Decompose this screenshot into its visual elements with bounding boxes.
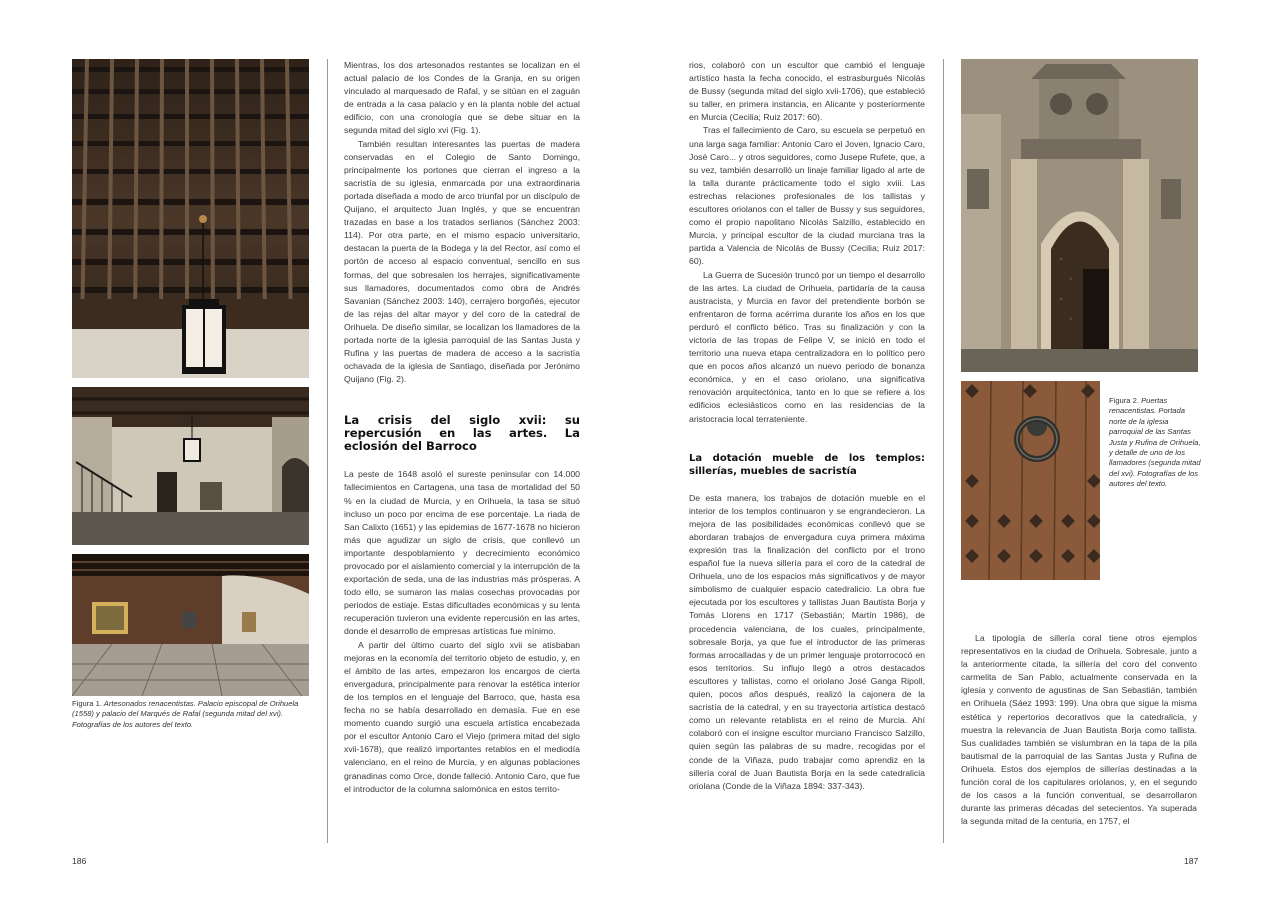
ceiling-lantern-photo <box>72 59 309 378</box>
page-number-left: 186 <box>72 856 87 866</box>
door-knocker-photo <box>961 381 1100 580</box>
paragraph: Tras el fallecimiento de Caro, su escuela se perpetuó en una larga saga familiar: Antonio Caro el Joven, Ignacio Caro, José Caro... y otros seguidores, como Jusepe Rufete, que, a su vez, también desarrolló un linaje familiar ligado al arte de la talla durante prácticamente todo el siglo xviii. Las estrechas relaciones profesionales de los tallistas y escultores oriolanos con el taller de Bussy y sus seguidores, como el propio napolitano Nicolás Salzillo, establecido en Murcia, y principal escultor de la ciudad murciana tras la partida a Valencia de Nicolás de Bussy (Cecilia; Ruiz 2017: 60). <box>689 125 925 267</box>
paragraph: rios, colaboró con un escultor que cambió el lenguaje artístico hasta la fecha conocido, el estrasburgués Nicolás de Bussy (segunda mitad del siglo xvii-1706), que estableció su taller, en primera instancia, en Alicante y posteriormente en Murcia (Cecilia; Ruiz 2017: 60). <box>689 60 925 123</box>
figure-2-label: Figura 2. <box>1109 396 1139 405</box>
section-heading: La crisis del siglo xvii: su repercusión en las artes. La eclosión del Barroco <box>344 413 580 454</box>
figure-2-caption <box>1109 396 1201 490</box>
figure-1-label: Figura 1. <box>72 699 102 708</box>
right-text-column <box>689 59 925 793</box>
paragraph: La Guerra de Sucesión truncó por un tiempo el desarrollo de las artes. La ciudad de Orihuela, partidaria de la causa austracista, y Murcia en favor del pretendiente borbón se enfrentaron de forma acérrima durante los años en los que perduró el conflicto bélico. Tras su finalización y con la victoria de las tropas de Felipe V, se inició en todo el territorio una nueva etapa centralizadora en lo político pero que en pocos años alcanzó un nuevo periodo de bonanza económica, y en el caso oriolano, una significativa renovación arquitectónica, tanto en lo que se refiere a los edificios eclesiásticos como en las residencias de la aristocracia local terrateniente. <box>689 269 925 424</box>
figure-1-text: Artesonados renacentistas. Palacio episcopal de Orihuela (1558) y palacio del Marqués de Rafal (segunda mitad del xvi). Fotografías de los autores del texto. <box>72 699 299 729</box>
palace-hall-photo <box>72 387 309 545</box>
paragraph: La peste de 1648 asoló el sureste peninsular con 14.000 fallecimientos en Cartagena, una tasa de mortalidad del 50 % en la ciudad de Murcia, y en Orihuela, la tasa se situó incluso un poco por encima de ese porcentaje. La riada de San Calixto (1651) y las epidemias de 1677-1678 no hicieron más que agudizar un siglo de crisis, que conllevó un importante despoblamiento y decrecimiento económico provocado por el aislamiento comercial y la interrupción de la exportación de seda, una de las industrias más prósperas. A todo ello, se sumaron las malas cosechas provocadas por periodos de estiaje. Estas dificultades económicas y su lenta recuperación tuvieron una evidente repercusión en las artes, donde el desarrollo de empresas artísticas fue mínimo. <box>344 469 580 637</box>
figure-2-text: Puertas renacentistas. Portada norte de la iglesia parroquial de las Santas Justa y Rufina de Orihuela, y detalle de uno de los llamadores (segunda mitad del xvi). Fotografías de los autores del texto. <box>1109 396 1201 489</box>
paragraph: También resultan interesantes las puertas de madera conservadas en el Colegio de Santo Domingo, principalmente los portones que cierran el ingreso a la sacristía de su iglesia, enmarcada por una extraordinaria portada diseñada a modo de arco triunfal por un discípulo de Quijano, el arquitecto Juan Inglés, y que se encuentran trazadas en base a los tratados serlianos (Sánchez 2003: 114). Por otra parte, en el mismo espacio universitario, destacan la puerta de la Bodega y la del Rector, así como el portón de acceso al espacio conventual, sencillo en sus formas, del que sobresalen los herrajes, significativamente sus llamadores, documentados como obra de Andrés Savanian (Sánchez 2003: 140), cerrajero borgoñés, ejecutor de las rejas del altar mayor y del coro de la catedral de Orihuela. De diseño similar, se localizan los llamadores de la portada norte de la iglesia parroquial de las Santas Justa y Rufina y las puertas de madera de acceso a la sacristía ochavada de la iglesia de Santiago, diseñada por Jerónimo Quijano (Fig. 2). <box>344 138 580 385</box>
paragraph: A partir del último cuarto del siglo xvii se atisbaban mejoras en la economía del territorio objeto de estudio, y, en el ámbito de las artes, empezaron los encargos de cierta envergadura, principalmente para renovar la estética interior de los templos en el lenguaje del Barroco, que, hasta esa fecha no se había desarrollado en demasía. Fue en ese momento cuando surgió una escuela artística encabezada por el escultor Antonio Caro el Viejo (primera mitad del siglo xvii-1678), que realizó importantes retablos en el mediodía valenciano, en el reino de Murcia, y en algunas poblaciones granadinas como Orce, donde falleció. Antonio Caro, que fue el introductor de la columna salomónica en estos territo- <box>344 639 580 794</box>
right-text-column-2 <box>961 632 1197 828</box>
paragraph: De esta manera, los trabajos de dotación mueble en el interior de los templos continuaron y se engrandecieron. La mejora de las posibilidades económicas conllevó que se abordaran trabajos de envergadura cuya primera máxima expresión tras la finalización del conflicto por el trono español fue la nueva sillería para el coro de la catedral de Orihuela, uno de los espacios más significativos y de mayor simbolismo de cualquier espacio catedralicio. La obra fue ejecutada por los escultores y tallistas Juan Bautista Borja y Tomás Llorens en 1717 (Sebastián; Martín 1986), de procedencia valenciana, de los cuales, principalmente, sobresale Borja, ya que fue el introductor de las primeras formas arrocalladas y de un primer lenguaje protorrococó en esos territorios. Su influjo llegó a otros destacados escultores y tallistas, como el oriolano José Ganga Ripoll, quien, pocos años después, realizó la cajonera de la sacristía de la catedral, y en su trayectoria artística destacó como un relevante retablista en el reino de Murcia. Ahí colaboró con el insigne escultor murciano Francisco Salzillo, quien según las palabras de su madre, recogidas por el conde de la Viñaza, pudo trabajar como aprendiz en la sillería coral de Juan Bautista Borja en la sede catedralicia oriolana (Conde de la Viñaza 1894: 337-343). <box>689 492 925 791</box>
right-column-rule <box>943 59 944 843</box>
church-portal-photo <box>961 59 1198 372</box>
left-text-column <box>344 59 580 796</box>
left-column-rule <box>327 59 328 843</box>
paragraph: La tipología de sillería coral tiene otros ejemplos representativos en la ciudad de Orihuela. Sobresale, junto a la anteriormente citada, la sillería del coro del convento carmelita de San Pablo, actualmente conservada en la iglesia y convento de agustinas de San Sebastián, también en Orihuela (Sáez 1993: 199). Una obra que sigue la misma estética y repertorios decorativos que la catedralicia, y muestra la relevancia de Juan Bautista Borja como tallista. Sus cualidades también se vislumbran en la tapa de la pila bautismal de la parroquial de las Santas Justa y Rufina de Orihuela. Estos dos ejemplos de sillerías destinadas a la función coral de los capitulares oriolanos, y, en el segundo de los casos a la función conventual, se desarrollaron durante las primeras décadas del setecientos. Ya superada la segunda mitad de la centuria, en 1757, el <box>961 633 1197 827</box>
section-heading: La dotación mueble de los templos: sillerías, muebles de sacristía <box>689 452 925 477</box>
paragraph: Mientras, los dos artesonados restantes se localizan en el actual palacio de los Condes de la Granja, en su origen vinculado al marquesado de Rafal, y se sitúan en el zaguán de entrada a la casa palacio y en la planta noble del actual edificio, con una cronología que se debe situar en la segunda mitad del siglo xvi (Fig. 1). <box>344 60 580 136</box>
museum-room-photo <box>72 554 309 696</box>
figure-1-caption <box>72 699 308 730</box>
page-number-right: 187 <box>1184 856 1199 866</box>
